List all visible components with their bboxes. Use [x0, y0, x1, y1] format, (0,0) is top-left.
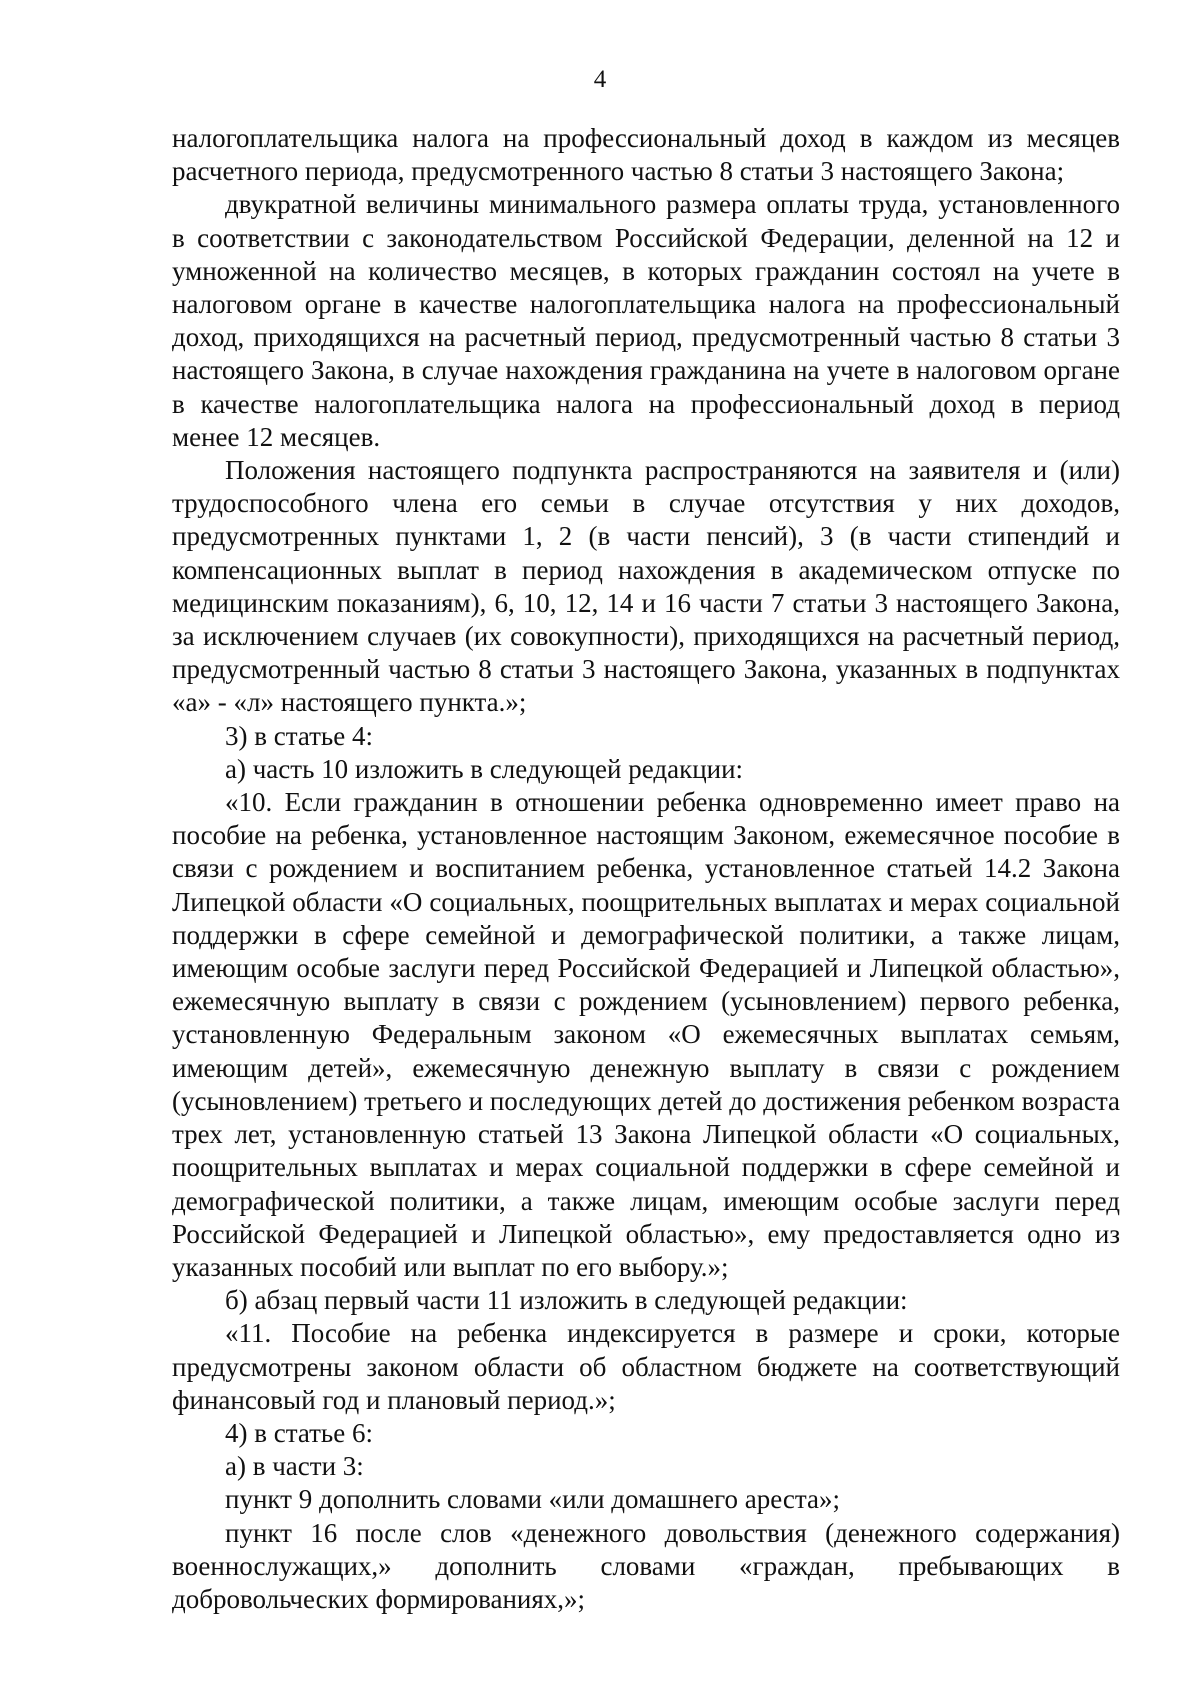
paragraph-double-minimum-wage: двукратной величины минимального размера оплаты труда, установленного в соответствии с законодательством Российской Федерации, деленной на 12 и умноженной на количество месяцев, в которых гражданин состоял на учете в налоговом органе в качестве налогоплательщика налога на профессиональный доход, приходящихся на расчетный период, предусмотренный частью 8 статьи 3 настоящего Закона, в случае нахождения гражданина на учете в налоговом органе в качестве налогоплательщика налога на профессиональный доход в период менее 12 месяцев. — [172, 189, 1120, 452]
paragraph-part-11-text: «11. Пособие на ребенка индексируется в размере и сроки, которые предусмотрены законом области об областном бюджете на соответствующий финансовый год и плановый период.»; — [172, 1318, 1120, 1415]
paragraph-part-11-intro: б) абзац первый части 11 изложить в следующей редакции: — [225, 1285, 908, 1316]
paragraph-part-10-intro: а) часть 10 изложить в следующей редакции: — [225, 753, 744, 784]
paragraph-continuation: налогоплательщика налога на профессиональный доход в каждом из месяцев расчетного периода, предусмотренного частью 8 статьи 3 настоящего Закона; — [172, 123, 1120, 187]
paragraph-article-4: 3) в статье 4: — [225, 720, 373, 751]
paragraph-part-10-text: «10. Если гражданин в отношении ребенка одновременно имеет право на пособие на ребенка, установленное настоящим Законом, ежемесячное пособие в связи с рождением и воспитанием ребенка, установленное статьей 14.2 Закона Липецкой области «О социальных, поощрительных выплатах и мерах социальной поддержки в сфере семейной и демографической политики, а также лицам, имеющим особые заслуги перед Российской Федерацией и Липецкой областью», ежемесячную выплату в связи с рождением (усыновлением) первого ребенка, установленную Федеральным законом «О ежемесячных выплатах семьям, имеющим детей», ежемесячную денежную выплату в связи с рождением (усыновлением) третьего и последующих детей до достижения ребенком возраста трех лет, установленную статьей 13 Закона Липецкой области «О социальных, поощрительных выплатах и мерах социальной поддержки в сфере семейной и демографической политики, а также лицам, имеющим особые заслуги перед Российской Федерацией и Липецкой областью», ему предоставляется одно из указанных пособий или выплат по его выбору.»; — [172, 787, 1120, 1282]
document-body — [172, 122, 1120, 1616]
paragraph-part-3: а) в части 3: — [225, 1451, 364, 1482]
page-number: 4 — [593, 66, 607, 93]
paragraph-article-6: 4) в статье 6: — [225, 1417, 373, 1448]
paragraph-item-16: пункт 16 после слов «денежного довольствия (денежного содержания) военнослужащих,» дополнить словами «граждан, пребывающих в добровольческих формированиях,»; — [172, 1517, 1120, 1614]
paragraph-item-9: пункт 9 дополнить словами «или домашнего ареста»; — [225, 1484, 840, 1515]
paragraph-subpoint-provisions: Положения настоящего подпункта распространяются на заявителя и (или) трудоспособного члена его семьи в случае отсутствия у них доходов, предусмотренных пунктами 1, 2 (в части пенсий), 3 (в части стипендий и компенсационных выплат в период нахождения в академическом отпуске по медицинским показаниям), 6, 10, 12, 14 и 16 части 7 статьи 3 настоящего Закона, за исключением случаев (их совокупности), приходящихся на расчетный период, предусмотренный частью 8 статьи 3 настоящего Закона, указанных в подпунктах «а» - «л» настоящего пункта.»; — [172, 455, 1120, 718]
